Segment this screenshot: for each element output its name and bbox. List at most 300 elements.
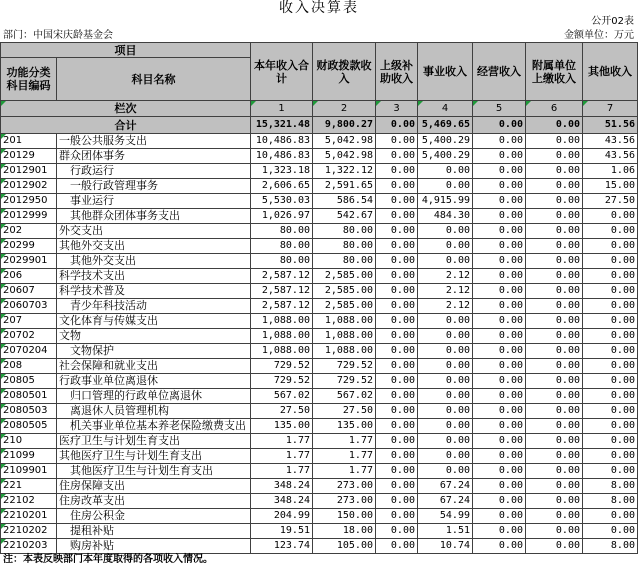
header-col-subordinate-remittance: 附属单位上缴收入: [526, 43, 583, 101]
row-value: 0.00: [473, 464, 526, 479]
row-value: 1,026.97: [251, 209, 313, 224]
row-code: 210: [1, 434, 57, 449]
row-value: 729.52: [313, 374, 376, 389]
row-value: 27.50: [251, 404, 313, 419]
total-value: 0.00: [376, 117, 418, 134]
row-name: 青少年科技活动: [57, 299, 251, 314]
table-body: [1, 134, 638, 554]
column-index-row: [1, 101, 638, 117]
table-row: [1, 269, 638, 284]
row-value: 67.24: [418, 494, 473, 509]
row-code: 22102: [1, 494, 57, 509]
total-value: 5,469.65: [418, 117, 473, 134]
row-value: 0.00: [473, 389, 526, 404]
row-code: 21099: [1, 449, 57, 464]
row-code: 201: [1, 134, 57, 149]
row-name: 事业运行: [57, 194, 251, 209]
row-value: 18.00: [313, 524, 376, 539]
row-value: 1,088.00: [313, 344, 376, 359]
row-value: 567.02: [251, 389, 313, 404]
row-value: 2.12: [418, 269, 473, 284]
total-value: 0.00: [526, 117, 583, 134]
row-value: 0.00: [473, 284, 526, 299]
header-col-operating-income: 经营收入: [473, 43, 526, 101]
row-value: 0.00: [473, 434, 526, 449]
row-value: 54.99: [418, 509, 473, 524]
row-value: 0.00: [583, 404, 638, 419]
row-value: 0.00: [376, 359, 418, 374]
row-value: 105.00: [313, 539, 376, 554]
row-value: 0.00: [583, 509, 638, 524]
total-label: 合计: [1, 117, 251, 134]
row-value: 0.00: [418, 359, 473, 374]
total-row: [1, 117, 638, 134]
row-value: 0.00: [583, 209, 638, 224]
row-value: 0.00: [526, 209, 583, 224]
row-value: 0.00: [376, 374, 418, 389]
row-value: 10.74: [418, 539, 473, 554]
row-value: 0.00: [473, 254, 526, 269]
row-name: 科学技术支出: [57, 269, 251, 284]
row-value: 0.00: [526, 449, 583, 464]
row-value: 2,591.65: [313, 179, 376, 194]
row-value: 80.00: [313, 254, 376, 269]
row-name: 其他外交支出: [57, 254, 251, 269]
row-value: 1,088.00: [313, 314, 376, 329]
row-code: 2070204: [1, 344, 57, 359]
row-value: 0.00: [526, 389, 583, 404]
row-value: 0.00: [526, 359, 583, 374]
row-value: 43.56: [583, 134, 638, 149]
row-value: 0.00: [526, 464, 583, 479]
table-row: [1, 209, 638, 224]
row-value: 0.00: [526, 179, 583, 194]
row-value: 2,587.12: [251, 299, 313, 314]
row-code: 2012902: [1, 179, 57, 194]
row-name: 购房补贴: [57, 539, 251, 554]
header-col-superior-subsidy: 上级补助收入: [376, 43, 418, 101]
row-value: 2,585.00: [313, 284, 376, 299]
row-value: 0.00: [418, 404, 473, 419]
row-value: 0.00: [526, 269, 583, 284]
row-value: 0.00: [418, 164, 473, 179]
row-value: 0.00: [418, 179, 473, 194]
table-row: [1, 404, 638, 419]
total-value: 9,800.27: [313, 117, 376, 134]
row-value: 5,530.03: [251, 194, 313, 209]
row-value: 1,088.00: [251, 329, 313, 344]
row-code: 2080505: [1, 419, 57, 434]
row-value: 0.00: [376, 419, 418, 434]
row-value: 0.00: [376, 494, 418, 509]
row-value: 0.00: [376, 224, 418, 239]
row-value: 67.24: [418, 479, 473, 494]
row-value: 0.00: [418, 314, 473, 329]
row-value: 0.00: [418, 329, 473, 344]
row-value: 0.00: [583, 284, 638, 299]
amount-unit-label: 金额单位：万元: [564, 30, 634, 41]
row-code: 202: [1, 224, 57, 239]
row-value: 0.00: [418, 464, 473, 479]
row-value: 0.00: [473, 269, 526, 284]
row-value: 0.00: [376, 329, 418, 344]
row-value: 0.00: [418, 374, 473, 389]
row-name: 行政运行: [57, 164, 251, 179]
row-value: 0.00: [376, 239, 418, 254]
row-value: 0.00: [583, 434, 638, 449]
table-row: [1, 314, 638, 329]
row-value: 0.00: [583, 524, 638, 539]
row-value: 348.24: [251, 494, 313, 509]
table-row: [1, 539, 638, 554]
row-code: 2029901: [1, 254, 57, 269]
row-value: 0.00: [376, 134, 418, 149]
row-value: 1.77: [313, 464, 376, 479]
row-value: 0.00: [376, 299, 418, 314]
row-value: 0.00: [526, 284, 583, 299]
row-value: 0.00: [376, 269, 418, 284]
row-value: 0.00: [473, 149, 526, 164]
row-value: 0.00: [376, 404, 418, 419]
header-name: 科目名称: [57, 58, 251, 101]
row-code: 20805: [1, 374, 57, 389]
row-value: 1,322.12: [313, 164, 376, 179]
row-name: 行政事业单位离退休: [57, 374, 251, 389]
row-code: 2210202: [1, 524, 57, 539]
table-row: [1, 449, 638, 464]
row-name: 其他医疗卫生与计划生育支出: [57, 449, 251, 464]
row-code: 2210203: [1, 539, 57, 554]
row-value: 0.00: [583, 419, 638, 434]
row-value: 0.00: [526, 539, 583, 554]
row-value: 0.00: [376, 389, 418, 404]
row-value: 567.02: [313, 389, 376, 404]
row-value: 0.00: [526, 134, 583, 149]
row-name: 社会保障和就业支出: [57, 359, 251, 374]
row-name: 文化体育与传媒支出: [57, 314, 251, 329]
table-row: [1, 164, 638, 179]
row-value: 0.00: [418, 419, 473, 434]
table-row: [1, 239, 638, 254]
row-name: 群众团体事务: [57, 149, 251, 164]
column-index-7: 7: [583, 101, 638, 117]
row-value: 0.00: [418, 239, 473, 254]
row-value: 0.00: [473, 179, 526, 194]
row-name: 一般公共服务支出: [57, 134, 251, 149]
table-row: [1, 524, 638, 539]
total-value: 51.56: [583, 117, 638, 134]
row-name: 其他医疗卫生与计划生育支出: [57, 464, 251, 479]
row-value: 0.00: [473, 419, 526, 434]
row-name: 住房保障支出: [57, 479, 251, 494]
row-value: 0.00: [473, 209, 526, 224]
row-code: 2080501: [1, 389, 57, 404]
row-code: 20299: [1, 239, 57, 254]
row-code: 206: [1, 269, 57, 284]
row-value: 43.56: [583, 149, 638, 164]
row-value: 80.00: [313, 224, 376, 239]
row-value: 0.00: [418, 434, 473, 449]
row-value: 0.00: [526, 224, 583, 239]
row-value: 2.12: [418, 284, 473, 299]
row-value: 2,606.65: [251, 179, 313, 194]
row-value: 0.00: [376, 179, 418, 194]
row-value: 729.52: [251, 374, 313, 389]
row-value: 0.00: [418, 344, 473, 359]
row-value: 729.52: [313, 359, 376, 374]
row-value: 0.00: [526, 374, 583, 389]
row-value: 0.00: [583, 464, 638, 479]
row-value: 0.00: [473, 224, 526, 239]
row-value: 0.00: [376, 164, 418, 179]
table-row: [1, 194, 638, 209]
row-value: 0.00: [526, 194, 583, 209]
row-value: 0.00: [473, 299, 526, 314]
row-value: 0.00: [526, 479, 583, 494]
row-value: 8.00: [583, 479, 638, 494]
row-value: 0.00: [526, 494, 583, 509]
row-value: 0.00: [473, 359, 526, 374]
row-code: 2080503: [1, 404, 57, 419]
row-value: 0.00: [376, 539, 418, 554]
table-row: [1, 224, 638, 239]
row-value: 2,587.12: [251, 284, 313, 299]
row-code: 207: [1, 314, 57, 329]
row-value: 27.50: [313, 404, 376, 419]
row-value: 0.00: [583, 239, 638, 254]
row-value: 1.77: [251, 434, 313, 449]
column-index-5: 5: [473, 101, 526, 117]
row-code: 20607: [1, 284, 57, 299]
row-value: 2,587.12: [251, 269, 313, 284]
row-value: 0.00: [526, 299, 583, 314]
row-value: 1.06: [583, 164, 638, 179]
row-value: 5,042.98: [313, 149, 376, 164]
row-value: 0.00: [473, 524, 526, 539]
row-value: 0.00: [418, 254, 473, 269]
row-value: 27.50: [583, 194, 638, 209]
row-name: 住房公积金: [57, 509, 251, 524]
row-code: 2060703: [1, 299, 57, 314]
row-value: 0.00: [473, 194, 526, 209]
table-row: [1, 494, 638, 509]
row-value: 0.00: [473, 479, 526, 494]
row-value: 0.00: [473, 314, 526, 329]
row-value: 8.00: [583, 539, 638, 554]
row-value: 1,088.00: [251, 344, 313, 359]
row-name: 文物: [57, 329, 251, 344]
header-col-fiscal-allocation: 财政拨款收入: [313, 43, 376, 101]
table-row: [1, 344, 638, 359]
row-value: 0.00: [583, 224, 638, 239]
row-value: 19.51: [251, 524, 313, 539]
row-value: 0.00: [526, 404, 583, 419]
row-name: 科学技术普及: [57, 284, 251, 299]
row-value: 0.00: [583, 449, 638, 464]
row-value: 0.00: [526, 509, 583, 524]
row-value: 0.00: [376, 344, 418, 359]
column-index-4: 4: [418, 101, 473, 117]
row-name: 机关事业单位基本养老保险缴费支出: [57, 419, 251, 434]
row-value: 0.00: [583, 374, 638, 389]
row-value: 0.00: [473, 449, 526, 464]
table-row: [1, 254, 638, 269]
row-value: 0.00: [473, 494, 526, 509]
row-code: 20129: [1, 149, 57, 164]
row-value: 15.00: [583, 179, 638, 194]
row-value: 0.00: [526, 254, 583, 269]
row-value: 2,585.00: [313, 299, 376, 314]
column-index-label: 栏次: [1, 101, 251, 117]
row-value: 135.00: [313, 419, 376, 434]
row-value: 0.00: [376, 524, 418, 539]
row-name: 其他群众团体事务支出: [57, 209, 251, 224]
row-code: 2210201: [1, 509, 57, 524]
header-col-other-income: 其他收入: [583, 43, 638, 101]
row-value: 1.77: [251, 464, 313, 479]
table-row: [1, 149, 638, 164]
row-value: 586.54: [313, 194, 376, 209]
row-value: 0.00: [376, 284, 418, 299]
table-row: [1, 434, 638, 449]
row-value: 135.00: [251, 419, 313, 434]
header-code: 功能分类科目编码: [1, 58, 57, 101]
row-value: 0.00: [376, 449, 418, 464]
row-value: 0.00: [473, 239, 526, 254]
row-value: 1,323.18: [251, 164, 313, 179]
row-value: 1,088.00: [251, 314, 313, 329]
row-name: 文物保护: [57, 344, 251, 359]
row-name: 提租补贴: [57, 524, 251, 539]
row-value: 0.00: [473, 134, 526, 149]
row-value: 0.00: [583, 254, 638, 269]
row-name: 离退休人员管理机构: [57, 404, 251, 419]
table-row: [1, 134, 638, 149]
row-code: 2012901: [1, 164, 57, 179]
row-value: 0.00: [376, 314, 418, 329]
column-index-2: 2: [313, 101, 376, 117]
row-name: 归口管理的行政单位离退休: [57, 389, 251, 404]
row-value: 0.00: [583, 359, 638, 374]
row-value: 0.00: [526, 314, 583, 329]
row-value: 80.00: [251, 224, 313, 239]
row-name: 其他外交支出: [57, 239, 251, 254]
row-value: 0.00: [376, 434, 418, 449]
row-name: 外交支出: [57, 224, 251, 239]
column-index-1: 1: [251, 101, 313, 117]
row-value: 1,088.00: [313, 329, 376, 344]
row-value: 0.00: [376, 479, 418, 494]
row-value: 0.00: [526, 434, 583, 449]
row-value: 484.30: [418, 209, 473, 224]
row-value: 0.00: [526, 524, 583, 539]
row-value: 1.51: [418, 524, 473, 539]
table-row: [1, 329, 638, 344]
table-row: [1, 389, 638, 404]
row-value: 273.00: [313, 479, 376, 494]
department-label: 部门：中国宋庆龄基金会: [3, 30, 113, 41]
row-code: 221: [1, 479, 57, 494]
row-value: 0.00: [376, 149, 418, 164]
row-value: 150.00: [313, 509, 376, 524]
row-value: 0.00: [526, 329, 583, 344]
row-value: 0.00: [473, 329, 526, 344]
row-value: 0.00: [526, 239, 583, 254]
row-value: 1.77: [313, 449, 376, 464]
row-value: 0.00: [418, 449, 473, 464]
table-row: [1, 284, 638, 299]
row-value: 0.00: [376, 509, 418, 524]
table-row: [1, 179, 638, 194]
page-title: 收入决算表: [279, 0, 359, 16]
row-name: 住房改革支出: [57, 494, 251, 509]
row-value: 348.24: [251, 479, 313, 494]
table-row: [1, 299, 638, 314]
row-value: 0.00: [526, 164, 583, 179]
table-row: [1, 509, 638, 524]
row-value: 0.00: [418, 389, 473, 404]
row-value: 1.77: [251, 449, 313, 464]
row-value: 80.00: [251, 254, 313, 269]
row-value: 10,486.83: [251, 134, 313, 149]
row-value: 0.00: [376, 194, 418, 209]
row-code: 208: [1, 359, 57, 374]
table-row: [1, 479, 638, 494]
row-code: 2012950: [1, 194, 57, 209]
header-project: 项目: [1, 43, 251, 58]
row-value: 1.77: [313, 434, 376, 449]
table-row: [1, 374, 638, 389]
row-value: 204.99: [251, 509, 313, 524]
row-value: 0.00: [583, 329, 638, 344]
row-value: 0.00: [473, 344, 526, 359]
row-value: 0.00: [376, 254, 418, 269]
row-value: 273.00: [313, 494, 376, 509]
total-value: 0.00: [473, 117, 526, 134]
row-name: 一般行政管理事务: [57, 179, 251, 194]
row-value: 0.00: [376, 464, 418, 479]
row-value: 5,400.29: [418, 134, 473, 149]
row-value: 0.00: [473, 164, 526, 179]
row-value: 0.00: [376, 209, 418, 224]
row-value: 0.00: [473, 374, 526, 389]
form-number: 公开02表: [591, 16, 634, 27]
income-table: [0, 42, 638, 554]
row-value: 0.00: [526, 419, 583, 434]
row-value: 0.00: [473, 404, 526, 419]
row-value: 0.00: [583, 314, 638, 329]
row-value: 8.00: [583, 494, 638, 509]
header-row: [1, 43, 638, 58]
row-value: 123.74: [251, 539, 313, 554]
row-value: 0.00: [583, 299, 638, 314]
row-value: 0.00: [583, 344, 638, 359]
row-value: 0.00: [583, 269, 638, 284]
row-value: 0.00: [473, 539, 526, 554]
column-index-6: 6: [526, 101, 583, 117]
row-value: 10,486.83: [251, 149, 313, 164]
row-code: 2012999: [1, 209, 57, 224]
row-value: 542.67: [313, 209, 376, 224]
row-code: 2109901: [1, 464, 57, 479]
table-row: [1, 464, 638, 479]
table-row: [1, 359, 638, 374]
column-index-3: 3: [376, 101, 418, 117]
row-code: 20702: [1, 329, 57, 344]
header-col-business-income: 事业收入: [418, 43, 473, 101]
row-value: 729.52: [251, 359, 313, 374]
row-name: 医疗卫生与计划生育支出: [57, 434, 251, 449]
